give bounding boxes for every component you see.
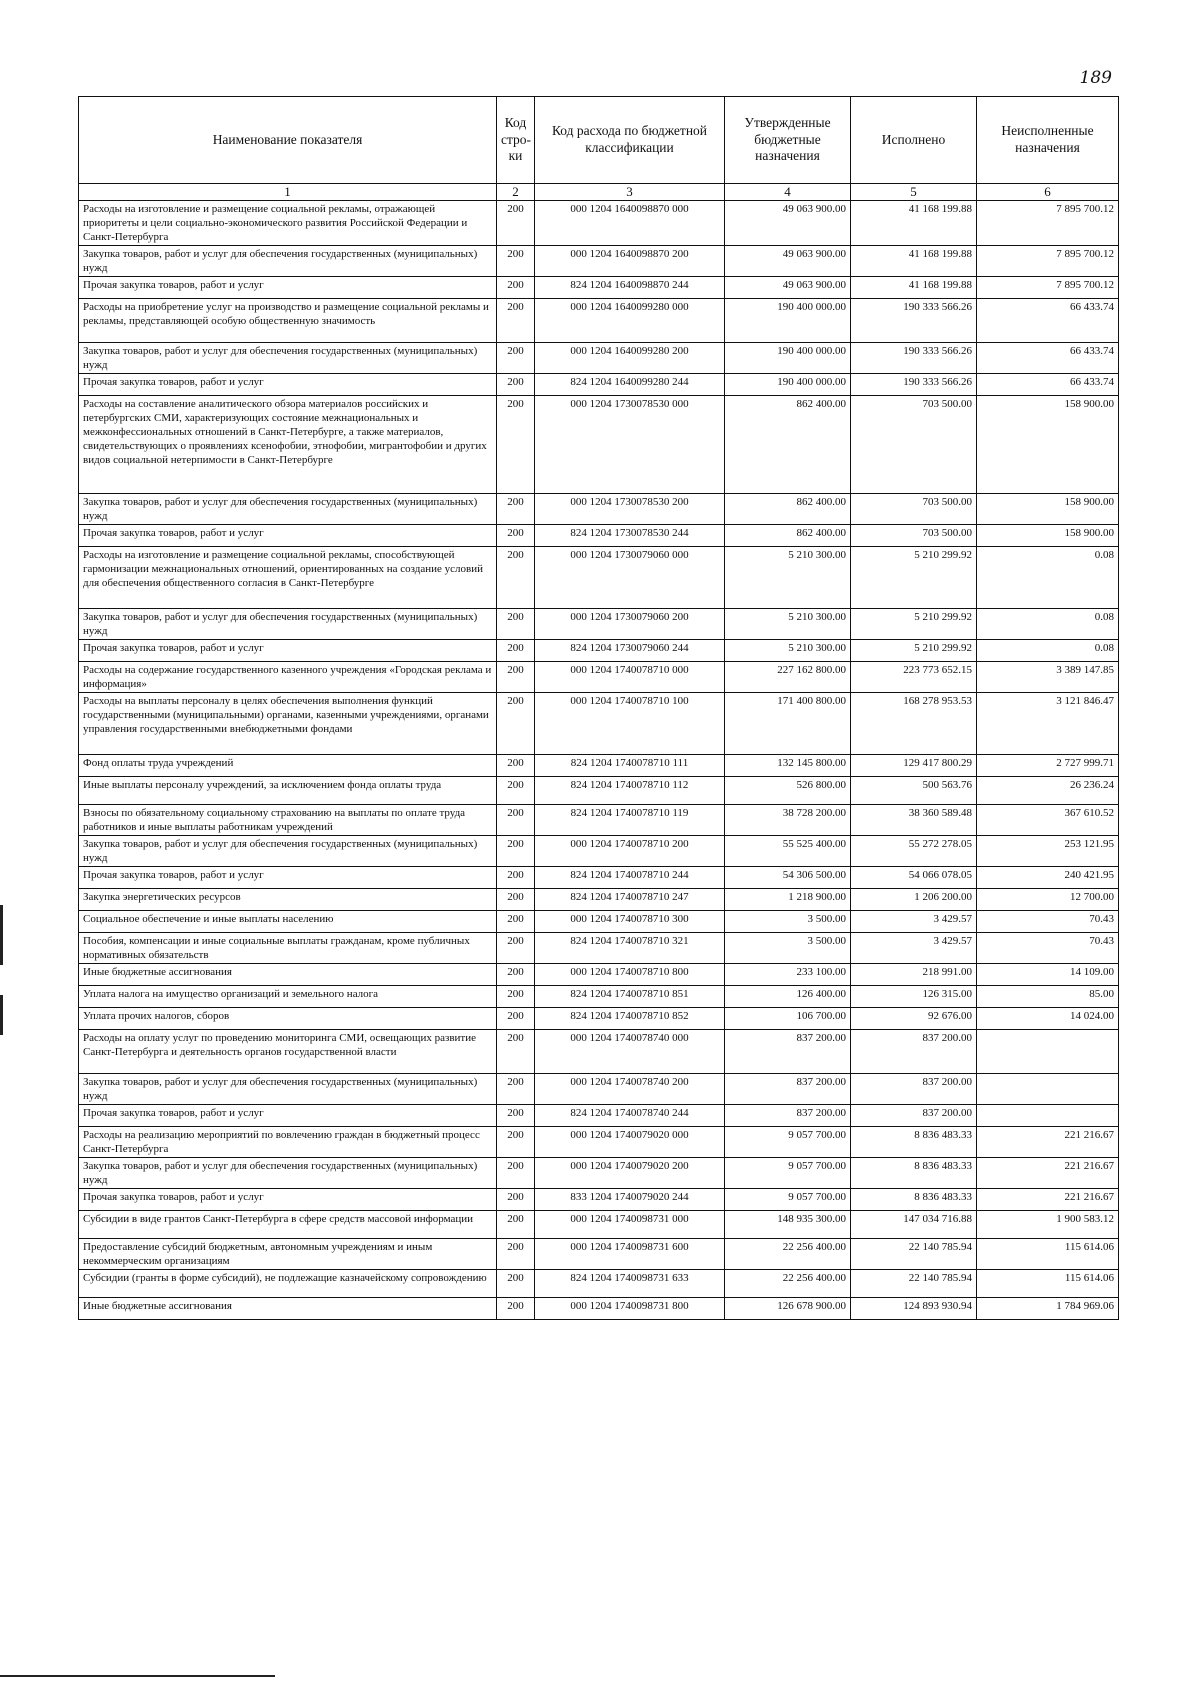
row-executed: 55 272 278.05: [851, 836, 977, 867]
row-unexecuted: 0.08: [977, 609, 1119, 640]
row-line-code: 200: [497, 609, 535, 640]
table-row: [79, 1158, 1119, 1189]
row-line-code: 200: [497, 343, 535, 374]
row-expense-code: 000 1204 1640099280 000: [535, 299, 725, 343]
table-row: [79, 755, 1119, 777]
row-name: Закупка товаров, работ и услуг для обеспечения государственных (муниципальных) нужд: [79, 246, 497, 277]
row-expense-code: 824 1204 1740078740 244: [535, 1105, 725, 1127]
row-executed: 41 168 199.88: [851, 246, 977, 277]
row-line-code: 200: [497, 374, 535, 396]
row-approved: 233 100.00: [725, 964, 851, 986]
table-row: [79, 299, 1119, 343]
row-expense-code: 000 1204 1740079020 200: [535, 1158, 725, 1189]
row-executed: 218 991.00: [851, 964, 977, 986]
row-line-code: 200: [497, 1189, 535, 1211]
row-line-code: 200: [497, 1105, 535, 1127]
row-expense-code: 000 1204 1730079060 000: [535, 547, 725, 609]
row-name: Иные выплаты персоналу учреждений, за исключением фонда оплаты труда: [79, 777, 497, 805]
row-expense-code: 824 1204 1740078710 112: [535, 777, 725, 805]
row-line-code: 200: [497, 889, 535, 911]
row-approved: 837 200.00: [725, 1105, 851, 1127]
table-row: [79, 1189, 1119, 1211]
row-approved: 132 145 800.00: [725, 755, 851, 777]
row-unexecuted: 221 216.67: [977, 1127, 1119, 1158]
table-row: [79, 836, 1119, 867]
row-expense-code: 824 1204 1740078710 119: [535, 805, 725, 836]
table-row: [79, 1211, 1119, 1239]
row-name: Закупка энергетических ресурсов: [79, 889, 497, 911]
row-line-code: 200: [497, 1030, 535, 1074]
row-name: Расходы на изготовление и размещение социальной рекламы, отражающей приоритеты и цели социально-экономического развития Российской Федерации и Санкт-Петербурга: [79, 201, 497, 246]
row-executed: 190 333 566.26: [851, 374, 977, 396]
header-expense-code: Код расхода по бюджетной классификации: [535, 97, 725, 184]
row-executed: 3 429.57: [851, 933, 977, 964]
row-name: Расходы на приобретение услуг на производство и размещение социальной рекламы и рекламы, представляющей особую общественную значимость: [79, 299, 497, 343]
row-approved: 862 400.00: [725, 396, 851, 494]
row-expense-code: 000 1204 1640098870 200: [535, 246, 725, 277]
row-name: Прочая закупка товаров, работ и услуг: [79, 1105, 497, 1127]
row-approved: 190 400 000.00: [725, 374, 851, 396]
row-approved: 526 800.00: [725, 777, 851, 805]
row-name: Пособия, компенсации и иные социальные выплаты гражданам, кроме публичных нормативных обязательств: [79, 933, 497, 964]
row-expense-code: 824 1204 1640098870 244: [535, 277, 725, 299]
row-name: Прочая закупка товаров, работ и услуг: [79, 525, 497, 547]
row-unexecuted: 3 121 846.47: [977, 693, 1119, 755]
row-line-code: 200: [497, 777, 535, 805]
row-line-code: 200: [497, 396, 535, 494]
table-row: [79, 867, 1119, 889]
row-approved: 227 162 800.00: [725, 662, 851, 693]
row-line-code: 200: [497, 693, 535, 755]
row-expense-code: 000 1204 1640099280 200: [535, 343, 725, 374]
row-approved: 862 400.00: [725, 494, 851, 525]
row-executed: 54 066 078.05: [851, 867, 977, 889]
row-name: Закупка товаров, работ и услуг для обеспечения государственных (муниципальных) нужд: [79, 1158, 497, 1189]
row-line-code: 200: [497, 640, 535, 662]
row-line-code: 200: [497, 964, 535, 986]
table-row: [79, 911, 1119, 933]
row-line-code: 200: [497, 986, 535, 1008]
row-executed: 3 429.57: [851, 911, 977, 933]
row-unexecuted: [977, 1074, 1119, 1105]
row-approved: 55 525 400.00: [725, 836, 851, 867]
table-row: [79, 1030, 1119, 1074]
report-sheet: [78, 96, 1118, 1320]
row-approved: 49 063 900.00: [725, 246, 851, 277]
column-number: 2: [497, 184, 535, 201]
scan-artifact-bottom: [0, 1675, 275, 1677]
row-name: Иные бюджетные ассигнования: [79, 1298, 497, 1320]
row-expense-code: 000 1204 1740078740 200: [535, 1074, 725, 1105]
row-line-code: 200: [497, 1211, 535, 1239]
row-executed: 500 563.76: [851, 777, 977, 805]
table-row: [79, 640, 1119, 662]
row-expense-code: 000 1204 1740078710 800: [535, 964, 725, 986]
header-line-code: Код стро- ки: [497, 97, 535, 184]
row-unexecuted: 1 784 969.06: [977, 1298, 1119, 1320]
row-expense-code: 824 1204 1740078710 247: [535, 889, 725, 911]
row-line-code: 200: [497, 1127, 535, 1158]
row-executed: 5 210 299.92: [851, 609, 977, 640]
row-approved: 54 306 500.00: [725, 867, 851, 889]
row-executed: 837 200.00: [851, 1074, 977, 1105]
row-line-code: 200: [497, 277, 535, 299]
row-unexecuted: 0.08: [977, 547, 1119, 609]
row-name: Субсидии (гранты в форме субсидий), не подлежащие казначейскому сопровождению: [79, 1270, 497, 1298]
row-unexecuted: 14 109.00: [977, 964, 1119, 986]
table-row: [79, 374, 1119, 396]
table-row: [79, 525, 1119, 547]
row-expense-code: 000 1204 1740098731 800: [535, 1298, 725, 1320]
row-name: Закупка товаров, работ и услуг для обеспечения государственных (муниципальных) нужд: [79, 836, 497, 867]
row-unexecuted: 158 900.00: [977, 494, 1119, 525]
table-row: [79, 609, 1119, 640]
row-approved: 38 728 200.00: [725, 805, 851, 836]
row-line-code: 200: [497, 1298, 535, 1320]
row-name: Закупка товаров, работ и услуг для обеспечения государственных (муниципальных) нужд: [79, 609, 497, 640]
table-row: [79, 201, 1119, 246]
column-number: 5: [851, 184, 977, 201]
table-row: [79, 246, 1119, 277]
row-line-code: 200: [497, 911, 535, 933]
row-approved: 837 200.00: [725, 1030, 851, 1074]
row-name: Прочая закупка товаров, работ и услуг: [79, 277, 497, 299]
row-unexecuted: 7 895 700.12: [977, 277, 1119, 299]
column-number: 6: [977, 184, 1119, 201]
row-name: Закупка товаров, работ и услуг для обеспечения государственных (муниципальных) нужд: [79, 1074, 497, 1105]
table-row: [79, 1298, 1119, 1320]
row-unexecuted: 26 236.24: [977, 777, 1119, 805]
row-executed: 22 140 785.94: [851, 1239, 977, 1270]
row-name: Предоставление субсидий бюджетным, автономным учреждениям и иным некоммерческим организациям: [79, 1239, 497, 1270]
table-row: [79, 343, 1119, 374]
row-expense-code: 824 1204 1740078710 851: [535, 986, 725, 1008]
row-name: Расходы на содержание государственного казенного учреждения «Городская реклама и информация»: [79, 662, 497, 693]
row-expense-code: 000 1204 1740079020 000: [535, 1127, 725, 1158]
row-approved: 9 057 700.00: [725, 1189, 851, 1211]
row-name: Расходы на выплаты персоналу в целях обеспечения выполнения функций государственными (муниципальными) органами, казенными учреждениями, органами управления государственными внебюджетными фондами: [79, 693, 497, 755]
row-approved: 106 700.00: [725, 1008, 851, 1030]
row-approved: 49 063 900.00: [725, 277, 851, 299]
row-expense-code: 824 1204 1730078530 244: [535, 525, 725, 547]
row-approved: 49 063 900.00: [725, 201, 851, 246]
table-row: [79, 1270, 1119, 1298]
row-unexecuted: 70.43: [977, 933, 1119, 964]
row-name: Расходы на реализацию мероприятий по вовлечению граждан в бюджетный процесс Санкт-Петербурга: [79, 1127, 497, 1158]
row-expense-code: 000 1204 1730078530 200: [535, 494, 725, 525]
row-expense-code: 000 1204 1740078740 000: [535, 1030, 725, 1074]
row-approved: 148 935 300.00: [725, 1211, 851, 1239]
row-expense-code: 000 1204 1740078710 200: [535, 836, 725, 867]
column-number: 4: [725, 184, 851, 201]
header-approved: Утвержденные бюджетные назначения: [725, 97, 851, 184]
row-unexecuted: 85.00: [977, 986, 1119, 1008]
row-unexecuted: 66 433.74: [977, 343, 1119, 374]
row-executed: 837 200.00: [851, 1030, 977, 1074]
row-name: Фонд оплаты труда учреждений: [79, 755, 497, 777]
table-row: [79, 964, 1119, 986]
row-approved: 126 400.00: [725, 986, 851, 1008]
row-expense-code: 824 1204 1730079060 244: [535, 640, 725, 662]
row-executed: 124 893 930.94: [851, 1298, 977, 1320]
row-line-code: 200: [497, 201, 535, 246]
header-name: Наименование показателя: [79, 97, 497, 184]
row-line-code: 200: [497, 1270, 535, 1298]
row-expense-code: 824 1204 1740098731 633: [535, 1270, 725, 1298]
table-row: [79, 662, 1119, 693]
row-executed: 22 140 785.94: [851, 1270, 977, 1298]
row-approved: 22 256 400.00: [725, 1270, 851, 1298]
row-name: Социальное обеспечение и иные выплаты населению: [79, 911, 497, 933]
row-unexecuted: 66 433.74: [977, 299, 1119, 343]
row-unexecuted: 158 900.00: [977, 396, 1119, 494]
row-approved: 126 678 900.00: [725, 1298, 851, 1320]
row-executed: 703 500.00: [851, 494, 977, 525]
row-approved: 9 057 700.00: [725, 1158, 851, 1189]
row-expense-code: 824 1204 1740078710 111: [535, 755, 725, 777]
header-unexecuted: Неисполненные назначения: [977, 97, 1119, 184]
row-line-code: 200: [497, 1158, 535, 1189]
row-name: Прочая закупка товаров, работ и услуг: [79, 867, 497, 889]
table-row: [79, 1127, 1119, 1158]
row-unexecuted: 12 700.00: [977, 889, 1119, 911]
row-executed: 168 278 953.53: [851, 693, 977, 755]
row-expense-code: 000 1204 1740098731 000: [535, 1211, 725, 1239]
row-executed: 92 676.00: [851, 1008, 977, 1030]
row-approved: 190 400 000.00: [725, 299, 851, 343]
row-expense-code: 000 1204 1730079060 200: [535, 609, 725, 640]
row-name: Субсидии в виде грантов Санкт-Петербурга в сфере средств массовой информации: [79, 1211, 497, 1239]
row-unexecuted: 115 614.06: [977, 1239, 1119, 1270]
row-executed: 8 836 483.33: [851, 1127, 977, 1158]
table-row: [79, 805, 1119, 836]
row-executed: 8 836 483.33: [851, 1158, 977, 1189]
row-name: Уплата налога на имущество организаций и земельного налога: [79, 986, 497, 1008]
row-approved: 3 500.00: [725, 911, 851, 933]
table-row: [79, 933, 1119, 964]
row-executed: 8 836 483.33: [851, 1189, 977, 1211]
row-unexecuted: 221 216.67: [977, 1158, 1119, 1189]
table-row: [79, 1105, 1119, 1127]
row-expense-code: 000 1204 1740098731 600: [535, 1239, 725, 1270]
table-row: [79, 277, 1119, 299]
row-approved: 5 210 300.00: [725, 609, 851, 640]
table-row: [79, 1239, 1119, 1270]
row-unexecuted: 240 421.95: [977, 867, 1119, 889]
row-unexecuted: 3 389 147.85: [977, 662, 1119, 693]
row-line-code: 200: [497, 755, 535, 777]
row-unexecuted: 2 727 999.71: [977, 755, 1119, 777]
row-executed: 41 168 199.88: [851, 201, 977, 246]
row-unexecuted: 66 433.74: [977, 374, 1119, 396]
row-executed: 1 206 200.00: [851, 889, 977, 911]
table-row: [79, 889, 1119, 911]
row-unexecuted: 14 024.00: [977, 1008, 1119, 1030]
row-name: Закупка товаров, работ и услуг для обеспечения государственных (муниципальных) нужд: [79, 343, 497, 374]
row-name: Прочая закупка товаров, работ и услуг: [79, 374, 497, 396]
row-executed: 190 333 566.26: [851, 343, 977, 374]
header-executed: Исполнено: [851, 97, 977, 184]
table-row: [79, 1008, 1119, 1030]
row-expense-code: 000 1204 1740078710 100: [535, 693, 725, 755]
row-approved: 3 500.00: [725, 933, 851, 964]
row-executed: 837 200.00: [851, 1105, 977, 1127]
row-expense-code: 000 1204 1740078710 300: [535, 911, 725, 933]
table-row: [79, 494, 1119, 525]
row-line-code: 200: [497, 805, 535, 836]
row-name: Прочая закупка товаров, работ и услуг: [79, 640, 497, 662]
row-executed: 126 315.00: [851, 986, 977, 1008]
row-unexecuted: 1 900 583.12: [977, 1211, 1119, 1239]
row-unexecuted: 7 895 700.12: [977, 246, 1119, 277]
row-line-code: 200: [497, 299, 535, 343]
row-name: Прочая закупка товаров, работ и услуг: [79, 1189, 497, 1211]
table-row: [79, 693, 1119, 755]
row-line-code: 200: [497, 1239, 535, 1270]
row-unexecuted: 367 610.52: [977, 805, 1119, 836]
row-executed: 129 417 800.29: [851, 755, 977, 777]
row-executed: 5 210 299.92: [851, 640, 977, 662]
row-unexecuted: 158 900.00: [977, 525, 1119, 547]
column-number: 3: [535, 184, 725, 201]
row-unexecuted: 70.43: [977, 911, 1119, 933]
row-name: Взносы по обязательному социальному страхованию на выплаты по оплате труда работников и иные выплаты работникам учреждений: [79, 805, 497, 836]
row-unexecuted: 0.08: [977, 640, 1119, 662]
row-executed: 703 500.00: [851, 525, 977, 547]
row-executed: 38 360 589.48: [851, 805, 977, 836]
row-expense-code: 824 1204 1740078710 244: [535, 867, 725, 889]
row-executed: 41 168 199.88: [851, 277, 977, 299]
table-row: [79, 986, 1119, 1008]
page-number: 189: [1079, 68, 1112, 88]
column-number: 1: [79, 184, 497, 201]
row-line-code: 200: [497, 1074, 535, 1105]
row-approved: 190 400 000.00: [725, 343, 851, 374]
row-line-code: 200: [497, 1008, 535, 1030]
row-expense-code: 824 1204 1740078710 321: [535, 933, 725, 964]
row-approved: 5 210 300.00: [725, 640, 851, 662]
row-name: Расходы на составление аналитического обзора материалов российских и петербургских СМИ, характеризующих состояние межнациональных и межконфессиональных отношений в Санкт-Петербурге, а также материалов, свидетельствующих о проявлениях ксенофобии, этнофобии, мигрантофобии и других видов социальной нетерпимости в Санкт-Петербурге: [79, 396, 497, 494]
row-unexecuted: 253 121.95: [977, 836, 1119, 867]
row-line-code: 200: [497, 246, 535, 277]
budget-execution-table: [78, 96, 1119, 1320]
row-unexecuted: [977, 1105, 1119, 1127]
row-expense-code: 000 1204 1640098870 000: [535, 201, 725, 246]
table-row: [79, 777, 1119, 805]
row-line-code: 200: [497, 547, 535, 609]
table-row: [79, 1074, 1119, 1105]
row-line-code: 200: [497, 867, 535, 889]
row-executed: 5 210 299.92: [851, 547, 977, 609]
row-line-code: 200: [497, 933, 535, 964]
header-row: [79, 97, 1119, 184]
row-unexecuted: 115 614.06: [977, 1270, 1119, 1298]
row-name: Закупка товаров, работ и услуг для обеспечения государственных (муниципальных) нужд: [79, 494, 497, 525]
row-line-code: 200: [497, 836, 535, 867]
row-approved: 837 200.00: [725, 1074, 851, 1105]
column-number-row: [79, 184, 1119, 201]
row-line-code: 200: [497, 494, 535, 525]
table-body: [79, 201, 1119, 1320]
table-row: [79, 396, 1119, 494]
row-unexecuted: [977, 1030, 1119, 1074]
row-name: Уплата прочих налогов, сборов: [79, 1008, 497, 1030]
row-expense-code: 000 1204 1740078710 000: [535, 662, 725, 693]
row-approved: 9 057 700.00: [725, 1127, 851, 1158]
row-executed: 190 333 566.26: [851, 299, 977, 343]
row-approved: 22 256 400.00: [725, 1239, 851, 1270]
row-expense-code: 824 1204 1740078710 852: [535, 1008, 725, 1030]
row-unexecuted: 221 216.67: [977, 1189, 1119, 1211]
table-row: [79, 547, 1119, 609]
row-line-code: 200: [497, 662, 535, 693]
scan-artifact-left: [0, 905, 3, 965]
row-approved: 5 210 300.00: [725, 547, 851, 609]
row-executed: 703 500.00: [851, 396, 977, 494]
row-approved: 862 400.00: [725, 525, 851, 547]
row-executed: 223 773 652.15: [851, 662, 977, 693]
row-executed: 147 034 716.88: [851, 1211, 977, 1239]
scan-artifact-left: [0, 995, 3, 1035]
row-expense-code: 824 1204 1640099280 244: [535, 374, 725, 396]
row-expense-code: 833 1204 1740079020 244: [535, 1189, 725, 1211]
row-name: Расходы на изготовление и размещение социальной рекламы, способствующей гармонизации межнациональных отношений, ориентированных на создание условий для обеспечения общественного согласия в Санкт-Петербурге: [79, 547, 497, 609]
row-line-code: 200: [497, 525, 535, 547]
row-name: Расходы на оплату услуг по проведению мониторинга СМИ, освещающих развитие Санкт-Петербурга и деятельность органов государственной власти: [79, 1030, 497, 1074]
row-name: Иные бюджетные ассигнования: [79, 964, 497, 986]
row-approved: 1 218 900.00: [725, 889, 851, 911]
row-expense-code: 000 1204 1730078530 000: [535, 396, 725, 494]
row-approved: 171 400 800.00: [725, 693, 851, 755]
row-unexecuted: 7 895 700.12: [977, 201, 1119, 246]
